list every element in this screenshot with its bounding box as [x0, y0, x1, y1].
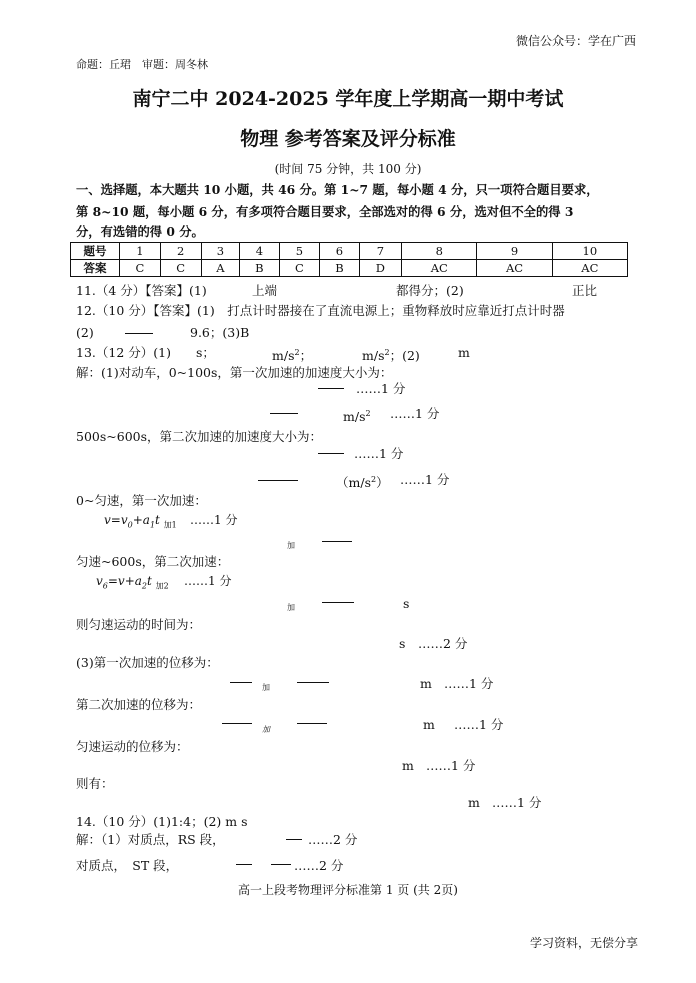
fraction-bar: [270, 413, 298, 414]
fraction-bar: [222, 723, 252, 724]
q13-unit-s: s；: [196, 345, 215, 360]
section1-line3: 分，有选错的得 0 分。: [76, 224, 204, 239]
score-mark: ……1 分: [354, 446, 404, 461]
q13-uniform2: 匀速~600s，第二次加速：: [76, 554, 230, 569]
table-cell: 8: [402, 243, 477, 260]
fraction-bar: [322, 602, 354, 603]
q12-line2-prefix: (2): [76, 325, 94, 340]
table-cell: B: [240, 260, 279, 277]
q13-unit-a2: $m/s^2$；(2): [362, 348, 420, 364]
q13-disp1-intro: (3)第一次加速的位移为：: [76, 655, 219, 670]
fraction-bar: [271, 864, 291, 865]
table-cell: 1: [120, 243, 161, 260]
q13-unit-s3: s: [399, 636, 406, 651]
fraction-bar: [125, 333, 153, 334]
table-cell: C: [160, 260, 201, 277]
score-mark: ……1 分: [400, 472, 450, 487]
answer-table: [70, 242, 628, 277]
section1-line2: 第 8~10 题，每小题 6 分，有多项符合题目要求，全部选对的得 6 分，选对但不全的得 3: [76, 204, 574, 219]
table-row-numbers: [71, 243, 628, 260]
score-mark: ……1 分: [184, 574, 232, 588]
q12-line1: 12.（10 分）【答案】(1) 打点计时器接在了直流电源上；重物释放时应靠近打点计时器: [76, 303, 565, 318]
q13-jia-label: 加: [287, 541, 295, 550]
table-cell: A: [201, 260, 240, 277]
wechat-note: 微信公众号：学在广西: [516, 34, 637, 48]
q13-uniform-time: 则匀速运动的时间为：: [76, 617, 202, 632]
fraction-bar: [318, 453, 344, 454]
table-cell: 9: [477, 243, 552, 260]
score-mark: ……1 分: [356, 381, 406, 396]
q13-unit-m: m: [458, 345, 470, 360]
table-cell: 5: [279, 243, 320, 260]
score-mark: ……1 分: [444, 676, 494, 691]
q13-unit-m3: m: [402, 758, 414, 773]
q13-jia-label: 加: [262, 683, 270, 692]
page-subtitle: 物理 参考答案及评分标准: [240, 128, 456, 150]
fraction-bar: [297, 682, 329, 683]
fraction-bar: [236, 864, 252, 865]
table-header-answer: 答案: [71, 260, 120, 277]
q14-st-segment: 对质点， ST 段，: [76, 858, 179, 873]
fraction-bar: [297, 723, 327, 724]
q13-uniform1: 0~匀速，第一次加速：: [76, 493, 207, 508]
table-cell: 2: [160, 243, 201, 260]
score-mark: ……1 分: [454, 717, 504, 732]
q11-answer-b: 都得分；(2): [396, 283, 464, 298]
q13-equation1: $v=v_0+a_1t$ $_{加1}$: [104, 513, 177, 530]
q12-line2-answer: 9.6；(3)B: [190, 325, 250, 340]
page-footer: 高一上段考物理评分标准第 1 页 (共 2页): [238, 883, 458, 897]
fraction-bar: [286, 839, 302, 840]
q13-head: 13.（12 分）(1): [76, 345, 171, 360]
q13-unit-a1: $m/s^2$；: [272, 348, 313, 364]
table-cell: 10: [552, 243, 627, 260]
q11-text: 11.（4 分）【答案】(1): [76, 283, 207, 298]
score-mark: ……2 分: [308, 832, 358, 847]
page-title: 南宁二中 2024-2025 学年度上学期高一期中考试: [132, 88, 564, 110]
q13-unit-accel2: $(m/s^2)$: [336, 475, 389, 491]
table-cell: AC: [477, 260, 552, 277]
score-mark: ……1 分: [426, 758, 476, 773]
q13-second-accel: 500s~600s，第二次加速的加速度大小为：: [76, 429, 323, 444]
table-cell: 3: [201, 243, 240, 260]
q13-unit-s2: s: [403, 596, 410, 611]
table-cell: 4: [240, 243, 279, 260]
share-note: 学习资料，无偿分享: [530, 936, 639, 950]
time-note: (时间 75 分钟，共 100 分): [274, 162, 422, 176]
q13-disp3-intro: 匀速运动的位移为：: [76, 739, 189, 754]
authors-line: 命题：丘珺 审题：周冬林: [76, 58, 208, 71]
score-mark: ……1 分: [492, 795, 542, 810]
q13-unit-m1: m: [420, 676, 432, 691]
table-row-answers: [71, 260, 628, 277]
q13-jia-label: 加: [287, 603, 295, 612]
score-mark: ……1 分: [190, 513, 238, 527]
table-cell: C: [279, 260, 320, 277]
q13-unit-m2: m: [423, 717, 435, 732]
q14-head: 14.（10 分）(1)1:4；(2) m s: [76, 814, 248, 829]
table-cell: B: [320, 260, 359, 277]
q11-answer-c: 正比: [572, 283, 598, 298]
table-cell: AC: [402, 260, 477, 277]
fraction-bar: [318, 388, 344, 389]
q13-equation2: $v_6=v+a_2t$ $_{加2}$: [96, 574, 169, 591]
q13-solution-intro: 解：(1)对动车，0~100s，第一次加速的加速度大小为：: [76, 365, 393, 380]
q13-then: 则有：: [76, 776, 114, 791]
fraction-bar: [258, 480, 298, 481]
score-mark: ……2 分: [418, 636, 468, 651]
q11-answer-a: 上端: [252, 283, 278, 298]
q13-disp2-intro: 第二次加速的位移为：: [76, 697, 202, 712]
score-mark: ……2 分: [294, 858, 344, 873]
fraction-bar: [322, 541, 352, 542]
q14-solution: 解：（1）对质点，RS 段，: [76, 832, 225, 847]
table-cell: AC: [552, 260, 627, 277]
table-cell: 7: [359, 243, 402, 260]
table-cell: C: [120, 260, 161, 277]
table-cell: D: [359, 260, 402, 277]
q13-unit-m4: m: [468, 795, 480, 810]
fraction-bar: [230, 682, 252, 683]
q13-jia-label: 加: [262, 725, 270, 734]
table-cell: 6: [320, 243, 359, 260]
q13-unit-accel: $m/s^2$: [343, 409, 371, 425]
score-mark: ……1 分: [390, 406, 440, 421]
section1-line1: 一、选择题，本大题共 10 小题，共 46 分。第 1~7 题，每小题 4 分，只一项符合题目要求，: [76, 182, 599, 197]
table-header-number: 题号: [71, 243, 120, 260]
